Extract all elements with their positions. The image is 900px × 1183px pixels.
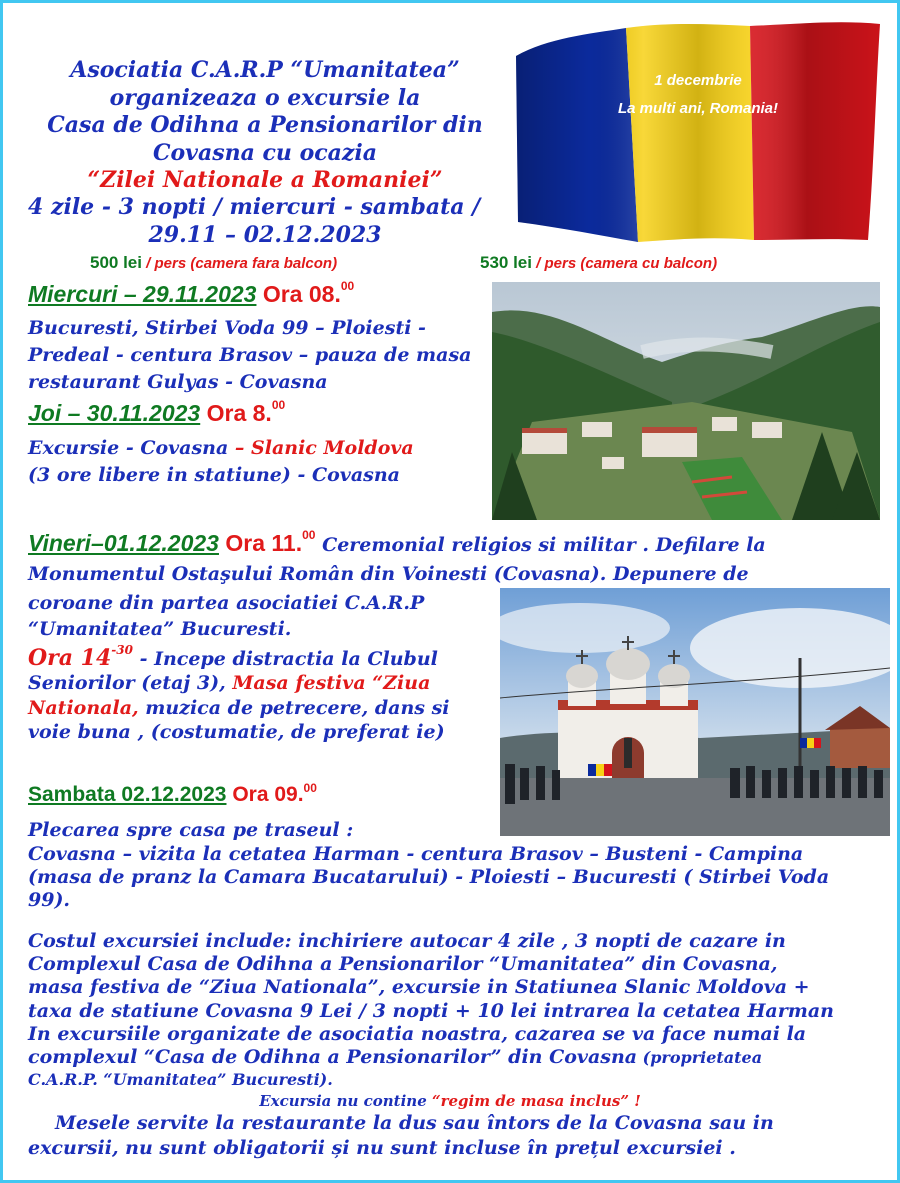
- day-1-line-3: restaurant Gulyas - Covasna: [28, 371, 328, 393]
- day-3-line-6b: Masa festiva “Ziua: [232, 672, 431, 694]
- header-dates: 29.11 – 02.12.2023: [148, 222, 382, 248]
- header-line-3: Casa de Odihna a Pensionarilor din: [47, 112, 483, 138]
- day-3-line-1: Ceremonial religios si militar . Defilare la: [315, 534, 766, 556]
- footer-line-2: excursii, nu sunt obligatorii și nu sunt incluse în prețul excursiei .: [28, 1137, 736, 1159]
- day-3-line-6a: Seniorilor (etaj 3),: [28, 672, 233, 694]
- flag-icon: [508, 14, 888, 246]
- day-4-line-3: (masa de pranz la Camara Bucatarului) - Ploiesti – Bucuresti ( Stirbei Voda: [28, 866, 830, 888]
- day-3-line-5: [28, 645, 438, 671]
- day-3-time-2-sup: -30: [111, 643, 133, 657]
- day-3-line-6: [28, 672, 430, 694]
- day-2-line-1b: – Slanic Moldova: [234, 437, 414, 459]
- day-3-line-7: [28, 697, 450, 719]
- cost-line-3: masa festiva de “Ziua Nationala”, excursie in Statiunea Slanic Moldova +: [28, 976, 810, 998]
- day-3-title: Vineri–01.12.2023: [28, 530, 219, 556]
- header-duration: 4 zile - 3 nopti / miercuri - sambata /: [28, 194, 481, 220]
- price-2-amount: 530 lei: [480, 253, 532, 272]
- day-2-heading: [28, 400, 285, 427]
- day-1-time-sup: 00: [340, 279, 355, 293]
- day-3-heading: [28, 530, 766, 557]
- price-without-balcony: [90, 253, 337, 273]
- day-3-line-5-text: - Incepe distractia la Clubul: [132, 648, 438, 670]
- day-3-line-8: voie buna , (costumatie, de preferat ie): [28, 721, 445, 743]
- flag-caption-greeting: La multi ani, Romania!: [617, 100, 779, 117]
- day-3-time-2: Ora 14: [28, 645, 112, 671]
- day-4-line-4: 99).: [28, 889, 71, 911]
- day-3-line-7a: Nationala,: [28, 697, 146, 719]
- day-2-line-1: [28, 437, 414, 459]
- day-2-time-sup: 00: [271, 398, 286, 412]
- day-4-time-sup: 00: [303, 781, 317, 795]
- day-4-time: Ora 09.: [226, 783, 304, 806]
- header-event-name: “Zilei Nationale a Romaniei”: [87, 167, 443, 193]
- header-line-2: organizeaza o excursie la: [109, 85, 421, 111]
- price-1-amount: 500 lei: [90, 253, 142, 272]
- day-3-line-2: Monumentul Ostaşului Român din Voinesti (Covasna). Depunere de: [28, 563, 749, 585]
- meal-note-b: “regim de masa inclus” !: [431, 1092, 641, 1110]
- cost-line-6b: (proprietatea: [637, 1048, 763, 1067]
- cost-line-6: [28, 1046, 762, 1068]
- day-1-line-2: Predeal - centura Brasov – pauza de masa: [28, 344, 472, 366]
- day-3-line-3: coroane din partea asociatiei C.A.R.P: [28, 592, 425, 614]
- day-3-time-sup: 00: [302, 528, 316, 542]
- cost-line-5: In excursiile organizate de asociatia noastra, cazarea se va face numai la: [28, 1023, 807, 1045]
- day-1-time: Ora 08.: [256, 281, 341, 307]
- day-4-line-2: Covasna – vizita la cetatea Harman - centura Brasov – Busteni - Campina: [28, 843, 804, 865]
- day-3-time: Ora 11.: [218, 530, 303, 556]
- cost-line-6a: complexul “Casa de Odihna a Pensionarilor” din Covasna: [28, 1046, 638, 1068]
- day-1-title: Miercuri – 29.11.2023: [28, 281, 257, 307]
- day-2-line-2: (3 ore libere in statiune) - Covasna: [28, 464, 400, 486]
- day-2-time: Ora 8.: [200, 400, 272, 426]
- day-2-title: Joi – 30.11.2023: [28, 400, 201, 426]
- cost-line-7: C.A.R.P. “Umanitatea” Bucuresti).: [28, 1070, 333, 1089]
- meal-note-a: Excursia nu contine: [259, 1092, 432, 1110]
- day-4-line-1: Plecarea spre casa pe traseul :: [28, 819, 354, 841]
- price-with-balcony: [480, 253, 717, 273]
- price-1-desc: / pers (camera fara balcon): [142, 255, 338, 272]
- footer-line-1: Mesele servite la restaurante la dus sau întors de la Covasna sau in: [55, 1112, 774, 1134]
- covasna-resort-photo: [492, 282, 880, 520]
- cost-line-1: Costul excursiei include: inchiriere autocar 4 zile , 3 nopti de cazare in: [28, 930, 786, 952]
- romanian-flag-image: [508, 14, 888, 246]
- day-1-heading: [28, 281, 354, 308]
- day-1-line-1: Bucuresti, Stirbei Voda 99 – Ploiesti -: [28, 317, 426, 339]
- day-3-line-7b: muzica de petrecere, dans si: [145, 697, 450, 719]
- header-line-4: Covasna cu ocazia: [153, 140, 377, 166]
- cost-line-4: taxa de statiune Covasna 9 Lei / 3 nopti + 10 lei intrarea la cetatea Harman: [28, 1000, 834, 1022]
- meal-note: [0, 1092, 900, 1110]
- day-2-line-1a: Excursie - Covasna: [28, 437, 235, 459]
- cost-line-2: Complexul Casa de Odihna a Pensionarilor “Umanitatea” din Covasna,: [28, 953, 778, 975]
- mountain-valley-icon: [492, 282, 880, 520]
- header-line-1: Asociatia C.A.R.P “Umanitatea”: [70, 57, 460, 83]
- flag-caption-date: 1 decembrie: [654, 72, 742, 89]
- day-3-line-4: “Umanitatea” Bucuresti.: [28, 618, 292, 640]
- day-4-title: Sambata 02.12.2023: [28, 783, 227, 806]
- church-ceremony-icon: [500, 588, 890, 836]
- voinesti-church-photo: [500, 588, 890, 836]
- price-2-desc: / pers (camera cu balcon): [532, 255, 718, 272]
- day-4-heading: [28, 783, 317, 807]
